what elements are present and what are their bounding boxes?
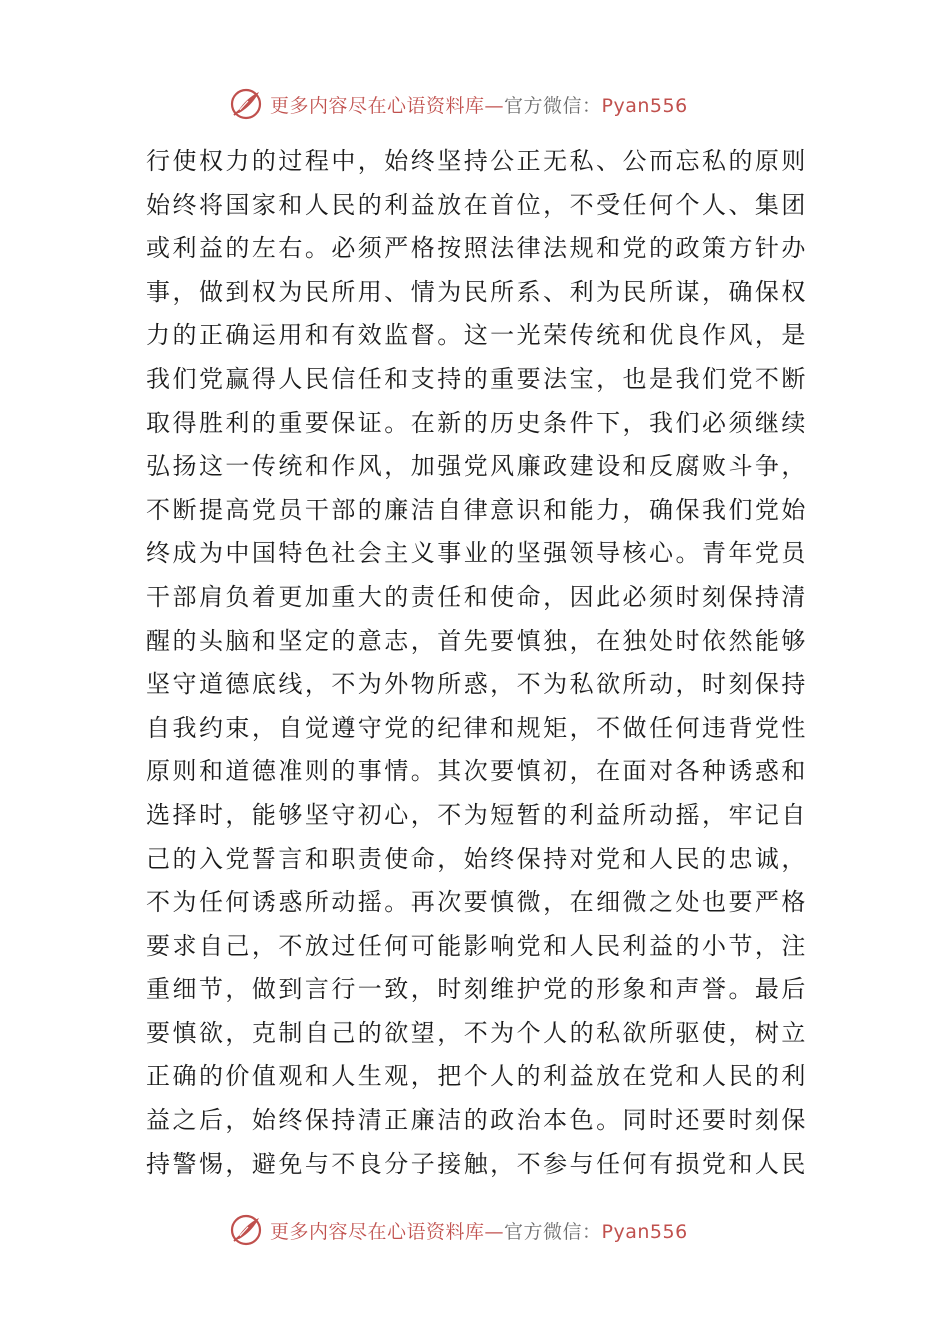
text-line: 持警惕，避免与不良分子接触，不参与任何有损党和人民 bbox=[146, 1149, 806, 1178]
text-line: 己的入党誓言和职责使命，始终保持对党和人民的忠诚， bbox=[146, 844, 806, 873]
quill-pen-logo-icon bbox=[228, 86, 264, 122]
banner-dash: — bbox=[484, 94, 505, 117]
quill-pen-logo-icon bbox=[228, 1212, 264, 1248]
text-line: 益之后，始终保持清正廉洁的政治本色。同时还要时刻保 bbox=[146, 1106, 806, 1135]
text-line: 弘扬这一传统和作风，加强党风廉政建设和反腐败斗争， bbox=[146, 452, 806, 481]
banner-main-text: 更多内容尽在心语资料库 bbox=[270, 1220, 485, 1243]
text-line: 力的正确运用和有效监督。这一光荣传统和优良作风，是 bbox=[146, 321, 806, 350]
banner-wechat-id: Pyan556 bbox=[601, 1220, 688, 1243]
text-line: 要慎欲，克制自己的欲望，不为个人的私欲所驱使，树立 bbox=[146, 1018, 806, 1047]
text-line: 选择时，能够坚守初心，不为短暂的利益所动摇，牢记自 bbox=[146, 800, 806, 829]
text-line: 不为任何诱惑所动摇。再次要慎微，在细微之处也要严格 bbox=[146, 888, 806, 917]
text-line: 干部肩负着更加重大的责任和使命，因此必须时刻保持清 bbox=[146, 582, 806, 611]
text-line: 行使权力的过程中，始终坚持公正无私、公而忘私的原则 bbox=[146, 147, 806, 175]
text-line: 正确的价值观和人生观，把个人的利益放在党和人民的利 bbox=[146, 1062, 806, 1091]
text-line: 坚守道德底线，不为外物所惑，不为私欲所动，时刻保持 bbox=[146, 670, 806, 699]
text-line: 自我约束，自觉遵守党的纪律和规矩，不做任何违背党性 bbox=[146, 713, 806, 742]
document-body bbox=[146, 140, 806, 1186]
banner-text bbox=[270, 91, 688, 118]
text-line: 重细节，做到言行一致，时刻维护党的形象和声誉。最后 bbox=[146, 975, 806, 1004]
text-line: 终成为中国特色社会主义事业的坚强领导核心。青年党员 bbox=[146, 539, 806, 568]
text-line: 不断提高党员干部的廉洁自律意识和能力，确保我们党始 bbox=[146, 495, 806, 524]
banner-text bbox=[270, 1217, 688, 1244]
banner-main-text: 更多内容尽在心语资料库 bbox=[270, 94, 485, 117]
text-line: 醒的头脑和坚定的意志，首先要慎独，在独处时依然能够 bbox=[146, 626, 806, 655]
banner-wechat-label: 官方微信： bbox=[504, 1220, 602, 1243]
header-banner bbox=[228, 84, 728, 124]
text-line: 取得胜利的重要保证。在新的历史条件下，我们必须继续 bbox=[146, 408, 806, 437]
text-line: 或利益的左右。必须严格按照法律法规和党的政策方针办 bbox=[146, 234, 806, 263]
footer-banner bbox=[228, 1210, 728, 1250]
text-line: 要求自己，不放过任何可能影响党和人民利益的小节，注 bbox=[146, 931, 806, 960]
text-line: 原则和道德准则的事情。其次要慎初，在面对各种诱惑和 bbox=[146, 757, 806, 786]
banner-dash: — bbox=[484, 1220, 505, 1243]
text-line: 始终将国家和人民的利益放在首位，不受任何个人、集团 bbox=[146, 190, 806, 219]
banner-wechat-id: Pyan556 bbox=[601, 94, 688, 117]
text-line: 事，做到权为民所用、情为民所系、利为民所谋，确保权 bbox=[146, 277, 806, 306]
text-line: 我们党赢得人民信任和支持的重要法宝，也是我们党不断 bbox=[146, 364, 806, 393]
banner-wechat-label: 官方微信： bbox=[504, 94, 602, 117]
